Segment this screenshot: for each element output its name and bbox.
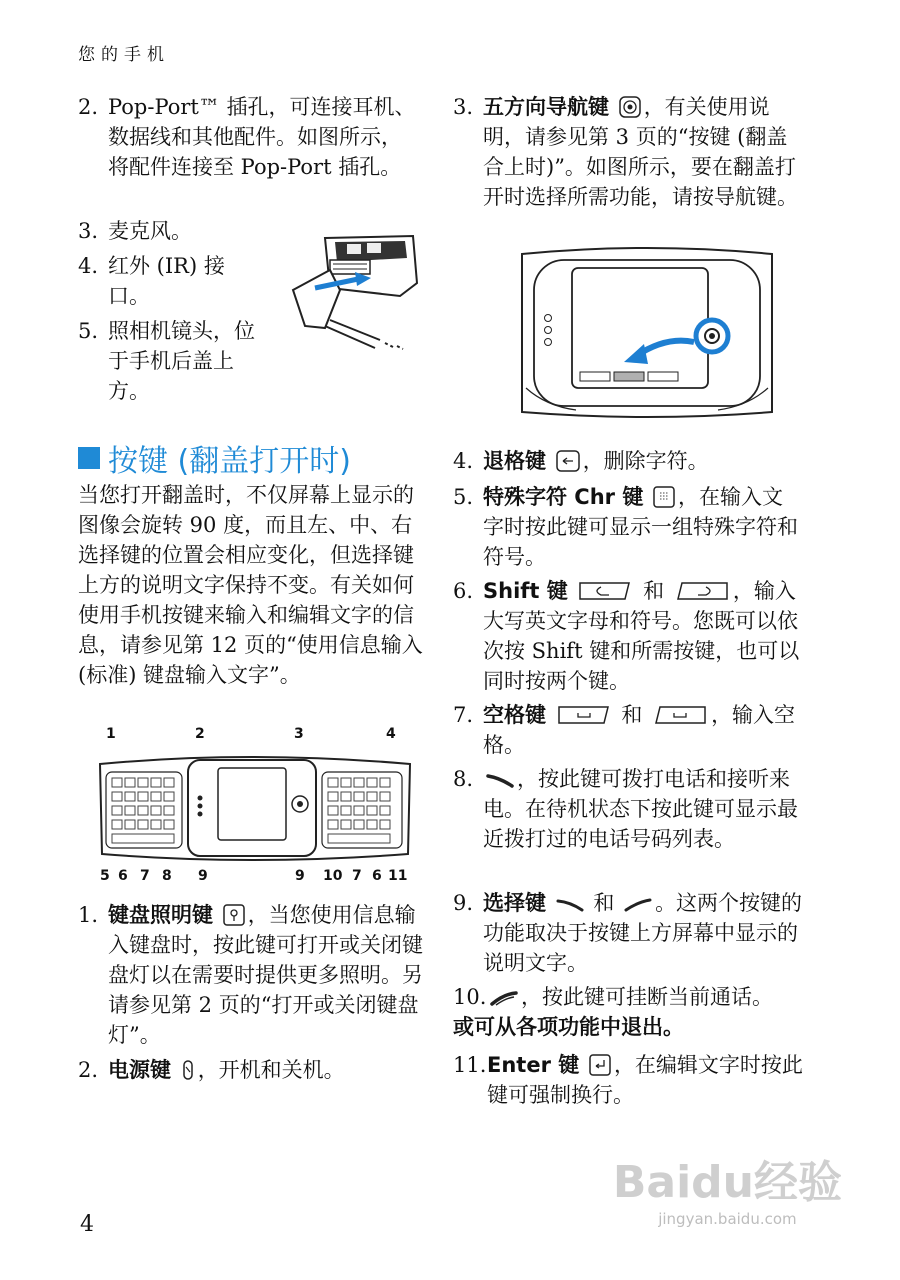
left-shift-key-icon: [577, 580, 633, 602]
section-paragraph: 当您打开翻盖时，不仅屏幕上显示的图像会旋转 90 度，而且左、中、右选择键的位置会相应变化，但选择键上方的说明文字保持不变。有关如何使用手机按键来输入和编辑文字的信息，请参见第 12 页的“使用信息输入 (标准) 键盘输入文字”。: [78, 483, 423, 687]
right-shift-key-icon: [674, 580, 730, 602]
right-selection-key-icon: [624, 896, 652, 914]
list-item: 4. 退格键 ，删除字符。: [453, 449, 709, 473]
figure-label: 8: [162, 868, 172, 884]
figure-label: 4: [386, 726, 396, 742]
section-square-icon: [78, 447, 100, 469]
list-item: 8. ，按此键可拨打电话和接听来电。在待机状态下按此键可显示最近拨打过的电话号码列表。: [453, 767, 798, 851]
open-phone-drawing: [90, 742, 420, 867]
left-space-key-icon: [556, 704, 612, 726]
power-key-icon: [181, 1059, 195, 1081]
chr-key-icon: [653, 486, 675, 508]
list-item: 5. 照相机镜头，位于手机后盖上方。: [78, 319, 255, 403]
page-number: 4: [80, 1212, 94, 1237]
navigation-key-icon: [619, 96, 641, 118]
figure-label: 9: [295, 868, 305, 884]
keyboard-light-key-icon: [223, 904, 245, 926]
section-title: 按键 (翻盖打开时): [78, 436, 351, 480]
list-item: 1. 键盘照明键 ，当您使用信息输入键盘时，按此键可打开或关闭键盘灯以在需要时提供更多照明。另请参见第 2 页的“打开或关闭键盘灯”。: [78, 903, 423, 1047]
list-item: 9. 选择键 和 。这两个按键的功能取决于按键上方屏幕中显示的说明文字。: [453, 891, 803, 975]
figure-label: 6: [118, 868, 128, 884]
figure-label: 6: [372, 868, 382, 884]
watermark-logo: Baidu经验: [612, 1157, 842, 1208]
list-item: 11. Enter 键 ，在编辑文字时按此键可强制换行。: [453, 1053, 803, 1107]
figure-label: 7: [140, 868, 150, 884]
left-selection-key-icon: [556, 896, 584, 914]
list-item: 7. 空格键 和 ，输入空格。: [453, 703, 796, 757]
keyboard-figure: [90, 722, 420, 887]
list-item: 10. ，按此键可挂断当前通话。 或可从各项功能中退出。: [453, 985, 773, 1039]
pop-port-connector-illustration: [285, 228, 420, 363]
running-header: 您的手机: [78, 45, 170, 65]
call-key-icon: [486, 772, 514, 790]
phone-navigation-illustration: [516, 246, 778, 420]
figure-label: 5: [100, 868, 110, 884]
figure-label: 11: [388, 868, 408, 884]
figure-label: 9: [198, 868, 208, 884]
end-key-icon: [490, 990, 518, 1008]
list-item: 2. 电源键 ，开机和关机。: [78, 1058, 345, 1082]
list-item: 4. 红外 (IR) 接口。: [78, 254, 225, 308]
figure-label: 1: [106, 726, 116, 742]
figure-label: 2: [195, 726, 205, 742]
watermark-url: jingyan.baidu.com: [658, 1210, 797, 1228]
list-item: 5. 特殊字符 Chr 键 ，在输入文字时按此键可显示一组特殊字符和符号。: [453, 485, 798, 569]
baidu-watermark: [613, 1146, 842, 1228]
list-item: 3. 五方向导航键 ，有关使用说明，请参见第 3 页的“按键 (翻盖合上时)”。如图所示，要在翻盖打开时选择所需功能，请按导航键。: [453, 95, 798, 209]
enter-key-icon: [589, 1054, 611, 1076]
list-item: 3. 麦克风。: [78, 219, 192, 243]
backspace-key-icon: [556, 450, 580, 472]
figure-label: 3: [294, 726, 304, 742]
figure-label: 10: [323, 868, 343, 884]
right-space-key-icon: [652, 704, 708, 726]
list-item: 2. Pop-Port™ 插孔，可连接耳机、数据线和其他配件。如图所示，将配件连接至 Pop-Port 插孔。: [78, 95, 416, 179]
figure-label: 7: [352, 868, 362, 884]
list-item: 6. Shift 键 和 ，输入大写英文字母和符号。您既可以依次按 Shift 键和所需按键，也可以同时按两个键。: [453, 579, 800, 693]
